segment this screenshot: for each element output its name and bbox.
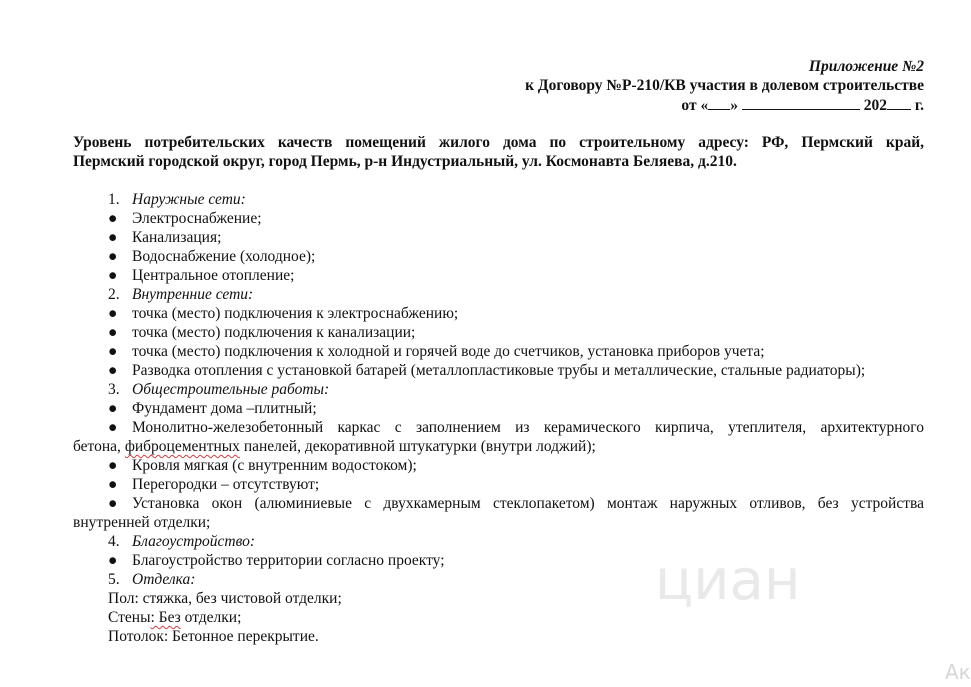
watermark-brand: циан	[655, 548, 801, 613]
month-blank	[742, 95, 860, 110]
list-item-text: точка (место) подключения к электроснабжению;	[132, 305, 459, 322]
bullet-icon: ●	[108, 210, 118, 227]
bullet-icon: ●	[108, 552, 118, 569]
list-item-text: Канализация;	[132, 229, 222, 246]
list-item	[108, 228, 221, 247]
finish-walls	[108, 608, 241, 627]
contract-reference: к Договору №Р-210/КВ участия в долевом строительстве	[525, 77, 924, 94]
list-item-text: Фундамент дома –плитный;	[132, 400, 317, 417]
date-year: 202	[859, 97, 887, 114]
list-item-continuation	[73, 437, 596, 456]
list-item-text: Электроснабжение;	[132, 210, 262, 227]
date-prefix: от «	[681, 97, 709, 114]
section-number: 4.	[108, 533, 120, 550]
list-item-text: Установка окон (алюминиевые с двухкамерным стеклопакетом) монтаж наружных отливов, без устройства	[132, 495, 924, 512]
section-title: Наружные сети:	[132, 191, 246, 208]
section-title: Отделка:	[132, 571, 196, 588]
corner-watermark: Ак	[945, 660, 971, 684]
list-item-text: бетона,	[73, 438, 125, 455]
bullet-icon: ●	[108, 476, 118, 493]
bullet-icon: ●	[108, 400, 118, 417]
list-item-text: внутренней отделки;	[73, 514, 211, 531]
document-title-line-1: Уровень потребительских качеств помещений жилого дома по строительному адресу: РФ, Пермский край,	[73, 134, 924, 151]
list-item-text: Монолитно-железобетонный каркас с заполнением из керамического кирпича, утеплителя, архитектурного	[132, 419, 924, 436]
list-item-text: Стены	[108, 609, 151, 626]
list-item-text: панелей, декоративной штукатурки (внутри лоджий);	[239, 438, 596, 455]
section-heading	[108, 570, 195, 589]
contract-date-line	[681, 95, 924, 115]
section-title: Общестроительные работы:	[132, 381, 330, 398]
bullet-icon: ●	[108, 457, 118, 474]
list-item-text: Разводка отопления с установкой батарей (металлопластиковые трубы и металлические, стальные радиаторы);	[132, 362, 866, 379]
list-item-text: точка (место) подключения к холодной и горячей воде до счетчиков, установка приборов учета;	[132, 343, 765, 360]
document-title-line-2: Пермский городской округ, город Пермь, р-н Индустриальный, ул. Космонавта Беляева, д.210.	[73, 153, 737, 170]
section-number: 1.	[108, 191, 120, 208]
bullet-icon: ●	[108, 362, 118, 379]
section-heading	[108, 285, 253, 304]
date-suffix: г.	[910, 97, 924, 114]
section-heading	[108, 380, 329, 399]
list-item	[108, 266, 294, 285]
list-item-text: отделки;	[180, 609, 242, 626]
bullet-icon: ●	[108, 229, 118, 246]
bullet-icon: ●	[108, 419, 118, 436]
bullet-icon: ●	[108, 248, 118, 265]
bullet-icon: ●	[108, 267, 118, 284]
list-item	[108, 475, 319, 494]
list-item	[108, 361, 865, 380]
list-item-text: Кровля мягкая (с внутренним водостоком);	[132, 457, 417, 474]
spellcheck-word: : Без	[150, 609, 181, 626]
appendix-title: Приложение №2	[808, 58, 924, 75]
list-item	[108, 399, 317, 418]
list-item	[108, 304, 458, 323]
bullet-icon: ●	[108, 305, 118, 322]
list-item-text: Водоснабжение (холодное);	[132, 248, 316, 265]
date-quote-close: »	[730, 97, 738, 114]
list-item	[108, 456, 417, 475]
list-item	[108, 247, 315, 266]
bullet-icon: ●	[108, 495, 118, 512]
section-number: 3.	[108, 381, 120, 398]
section-title: Внутренние сети:	[132, 286, 254, 303]
list-item	[108, 342, 765, 361]
list-item-text: Благоустройство территории согласно проекту;	[132, 552, 445, 569]
bullet-icon: ●	[108, 343, 118, 360]
finish-ceiling: Потолок: Бетонное перекрытие.	[108, 628, 319, 645]
list-item	[108, 209, 262, 228]
spellcheck-word: фиброцементных	[124, 438, 240, 455]
watermark-logo	[655, 548, 800, 613]
bullet-icon: ●	[108, 324, 118, 341]
year-blank	[887, 95, 911, 110]
section-heading	[108, 190, 246, 209]
section-title: Благоустройство:	[132, 533, 256, 550]
list-item-text: точка (место) подключения к канализации;	[132, 324, 416, 341]
finish-floor: Пол: стяжка, без чистовой отделки;	[108, 590, 342, 607]
list-item-text: Перегородки – отсутствуют;	[132, 476, 320, 493]
section-number: 2.	[108, 286, 120, 303]
list-item-text: Центральное отопление;	[132, 267, 295, 284]
section-heading	[108, 532, 255, 551]
day-blank	[708, 95, 730, 110]
section-number: 5.	[108, 571, 120, 588]
list-item	[108, 323, 415, 342]
list-item	[108, 551, 445, 570]
